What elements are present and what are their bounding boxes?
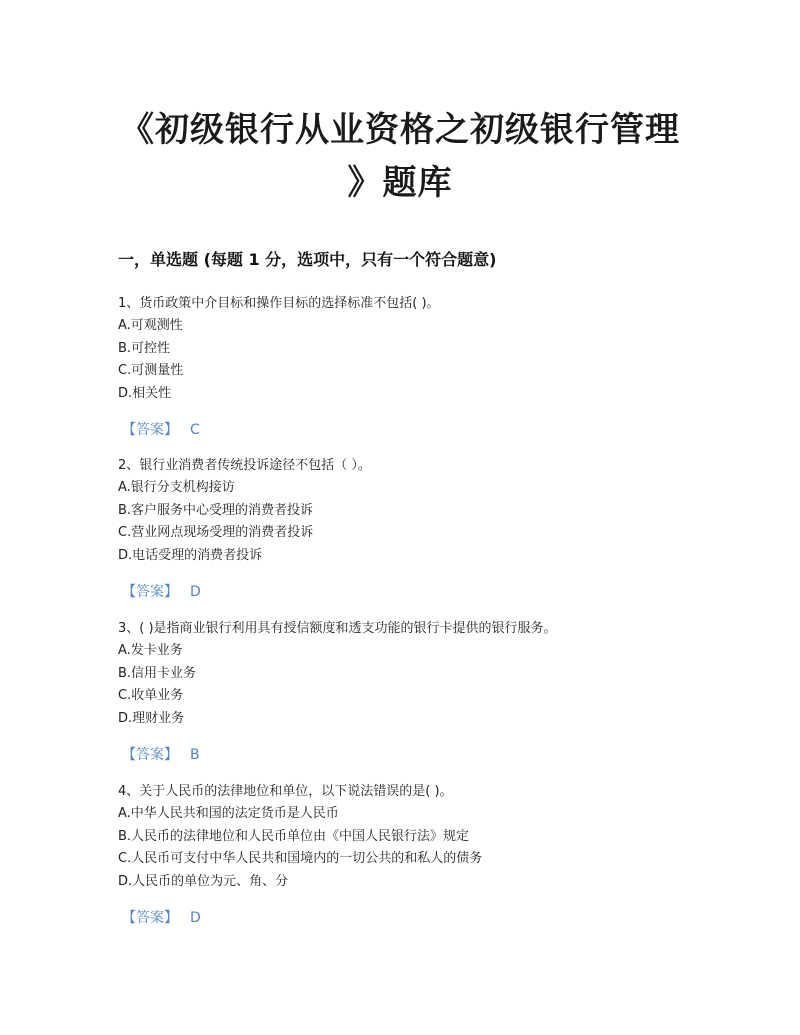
- answer-label: 【答案】: [122, 422, 178, 438]
- option-a: A.发卡业务: [118, 643, 183, 658]
- title-line-2: 》题库: [347, 163, 453, 203]
- question-stem: 1、货币政策中介目标和操作目标的选择标准不包括( )。: [118, 296, 440, 311]
- answer-label: 【答案】: [122, 584, 178, 600]
- option-a: A.中华人民共和国的法定货币是人民币: [118, 806, 339, 821]
- option-d: D.电话受理的消费者投诉: [118, 547, 263, 563]
- document-title: [100, 104, 700, 210]
- option-b: B.可控性: [118, 340, 171, 356]
- option-b: B.客户服务中心受理的消费者投诉: [118, 502, 314, 518]
- question-2: [118, 455, 718, 601]
- question-4: [118, 781, 718, 927]
- question-3: [118, 618, 718, 764]
- question-stem: 4、关于人民币的法律地位和单位，以下说法错误的是( )。: [118, 784, 453, 799]
- answer-value: D: [190, 910, 201, 926]
- answer-line: [118, 419, 718, 439]
- title-line-1: 《初级银行从业资格之初级银行管理: [120, 110, 680, 150]
- question-1: [118, 293, 718, 439]
- answer-line: [118, 907, 718, 927]
- answer-value: C: [190, 422, 200, 438]
- answer-line: [118, 744, 718, 764]
- option-c: C.人民币可支付中华人民共和国境内的一切公共的和私人的债务: [118, 851, 483, 866]
- option-d: D.相关性: [118, 385, 172, 401]
- option-b: B.信用卡业务: [118, 665, 197, 681]
- option-a: A.可观测性: [118, 318, 183, 333]
- answer-label: 【答案】: [122, 910, 178, 926]
- option-a: A.银行分支机构接访: [118, 480, 235, 495]
- section-heading: 一，单选题 (每题 1 分，选项中，只有一个符合题意): [118, 250, 497, 269]
- question-stem: 3、( )是指商业银行利用具有授信额度和透支功能的银行卡提供的银行服务。: [118, 621, 557, 636]
- option-b: B.人民币的法律地位和人民币单位由《中国人民银行法》规定: [118, 828, 470, 844]
- option-c: C.营业网点现场受理的消费者投诉: [118, 525, 314, 540]
- answer-label: 【答案】: [122, 747, 178, 763]
- question-stem: 2、银行业消费者传统投诉途径不包括（ ）。: [118, 458, 371, 473]
- answer-value: D: [190, 584, 201, 600]
- option-d: D.理财业务: [118, 710, 185, 726]
- answer-value: B: [190, 747, 200, 763]
- option-c: C.收单业务: [118, 688, 184, 703]
- option-d: D.人民币的单位为元、角、分: [118, 873, 289, 889]
- option-c: C.可测量性: [118, 363, 184, 378]
- answer-line: [118, 581, 718, 601]
